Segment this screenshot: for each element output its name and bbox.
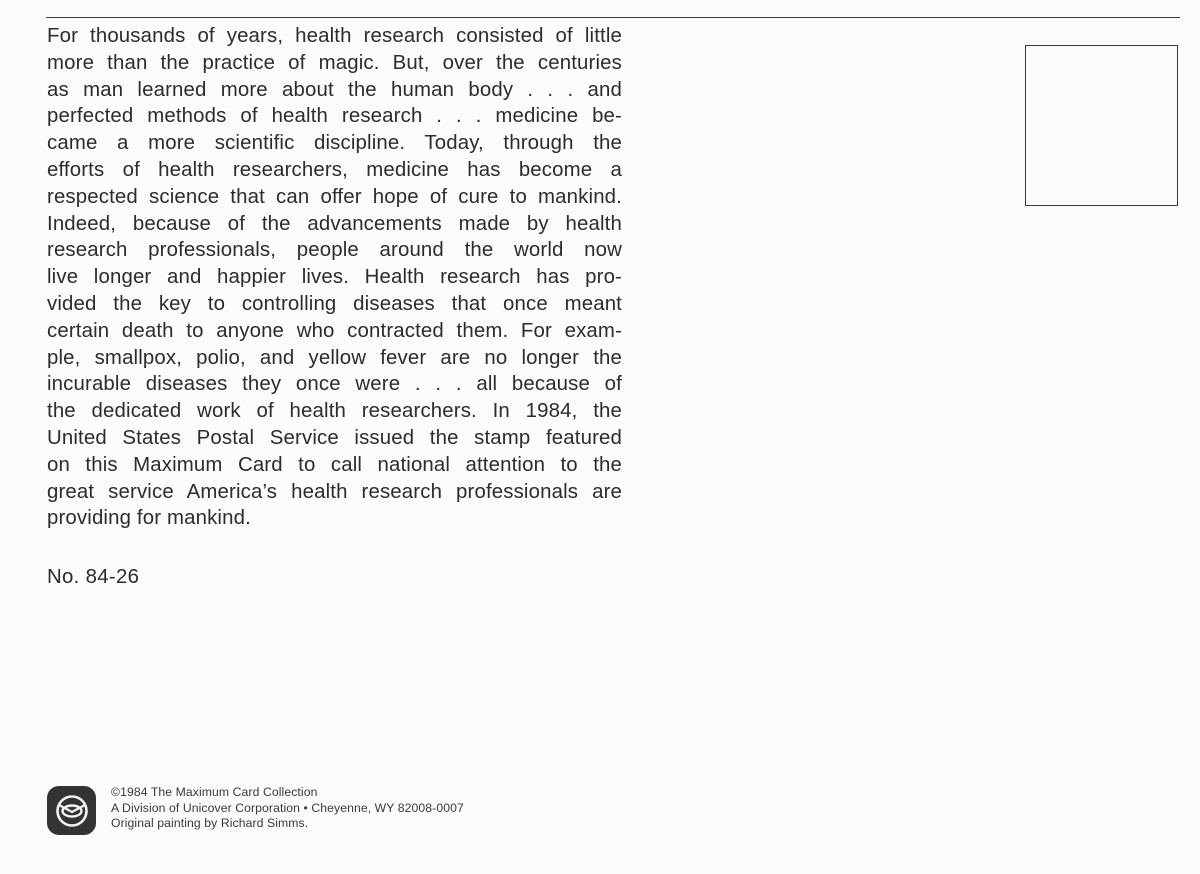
publisher-info <box>111 785 464 832</box>
description-line: efforts of health researchers, medicine has become a <box>47 158 622 181</box>
card-number: No. 84-26 <box>47 566 140 588</box>
description-line: the dedicated work of health researchers. In 1984, the <box>47 400 622 423</box>
description-line: research professionals, people around the world now <box>47 239 622 262</box>
credit-line: Original painting by Richard Simms. <box>111 816 309 831</box>
division-line: A Division of Unicover Corporation • Cheyenne, WY 82008-0007 <box>111 800 464 815</box>
description-line: on this Maximum Card to call national attention to the <box>47 453 622 476</box>
description-line: providing for mankind. <box>47 507 251 530</box>
stamp-placement-box <box>1025 45 1178 206</box>
description-line: vided the key to controlling diseases that once meant <box>47 292 622 315</box>
description-line: incurable diseases they once were . . . all because of <box>47 373 622 396</box>
description-line: Indeed, because of the advancements made by health <box>47 212 622 235</box>
unicover-logo-icon <box>47 786 96 835</box>
description-line: great service America’s health research professionals are <box>47 480 622 503</box>
description-line: respected science that can offer hope of cure to mankind. <box>47 185 622 208</box>
copyright-line: ©1984 The Maximum Card Collection <box>111 785 318 799</box>
description-line: perfected methods of health research . . . medicine be- <box>47 105 622 128</box>
description-line: came a more scientific discipline. Today, through the <box>47 132 622 155</box>
card-description <box>47 23 622 532</box>
top-divider <box>46 17 1180 18</box>
description-line: For thousands of years, health research consisted of little <box>47 25 622 47</box>
description-line: live longer and happier lives. Health research has pro- <box>47 266 622 289</box>
logo-mark <box>52 791 92 831</box>
description-line: ple, smallpox, polio, and yellow fever are no longer the <box>47 346 622 369</box>
description-line: United States Postal Service issued the stamp featured <box>47 426 622 449</box>
description-line: more than the practice of magic. But, over the centuries <box>47 51 622 74</box>
description-line: certain death to anyone who contracted them. For exam- <box>47 319 622 342</box>
description-line: as man learned more about the human body . . . and <box>47 78 622 101</box>
